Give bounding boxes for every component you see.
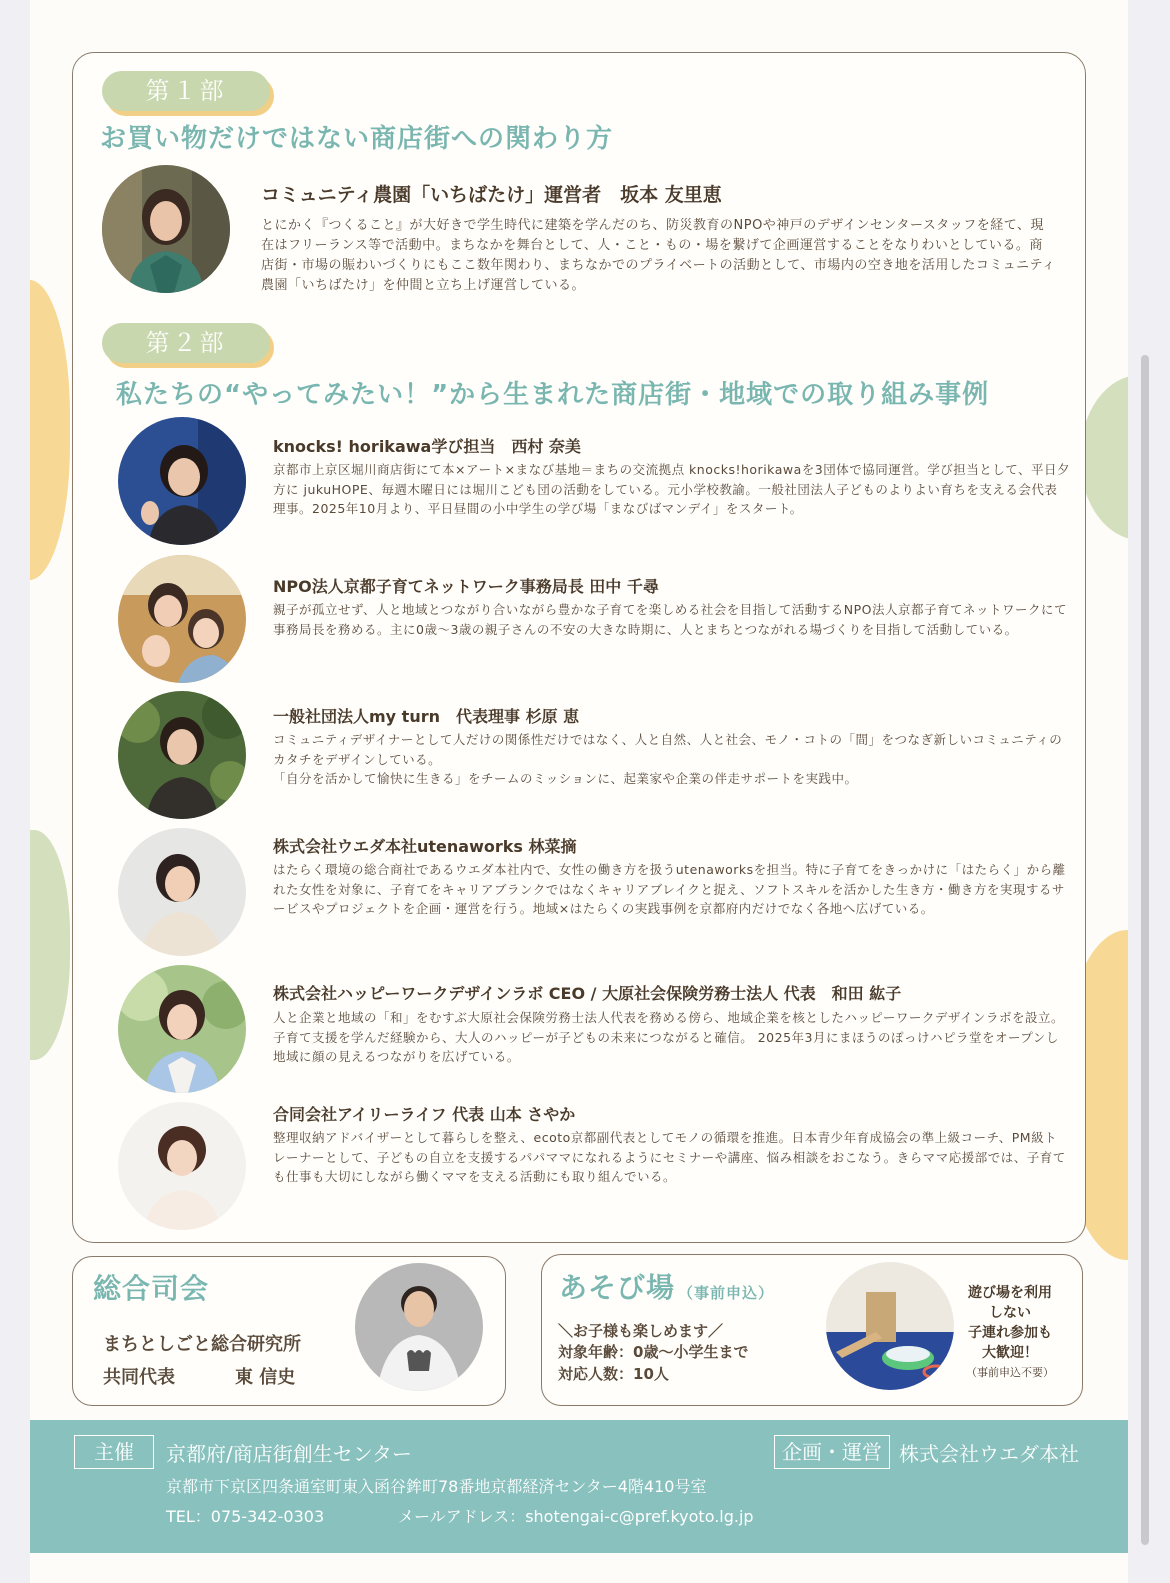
- plan-tag: 企画・運営: [774, 1435, 890, 1469]
- part2-badge: 第２部: [102, 323, 270, 363]
- speaker-name-hayashi: 株式会社ウエダ本社utenaworks 林菜摘: [273, 837, 577, 856]
- speaker-name-tanaka: NPO法人京都子育てネットワーク事務局長 田中 千尋: [273, 577, 659, 596]
- play-note: （事前申込）: [678, 1284, 775, 1302]
- host-tel: TEL：075-342-0303: [166, 1507, 325, 1526]
- mc-name: 東 信史: [235, 1367, 296, 1388]
- speaker-desc-sugihara: コミュニティデザイナーとして人だけの関係性だけではなく、人と自然、人と社会、モノ・コトの「間」をつなぎ新しいコミュニティのカタチをデザインしている。 「自分を活かして愉快に生きる」をチームのミッションに、起業家や企業の伴走サポートを実践中。: [273, 732, 1063, 786]
- play-side-line3: 子連れ参加も: [968, 1325, 1052, 1341]
- flyer-page: [30, 0, 1128, 1583]
- part1-title: お買い物だけではない商店街への関わり方: [100, 124, 614, 154]
- part2-title: 私たちの“やってみたい！”から生まれた商店街・地域での取り組み事例: [116, 380, 990, 410]
- decor-blob-left-yellow: [30, 280, 70, 580]
- plan-company: 株式会社ウエダ本社: [899, 1442, 1079, 1466]
- play-side-line4: 大歓迎！: [982, 1345, 1038, 1361]
- speaker-name-yamamoto: 合同会社アイリーライフ 代表 山本 さやか: [273, 1105, 576, 1124]
- speaker-desc-sakamoto: とにかく『つくること』が大好きで学生時代に建築を学んだのち、防災教育のNPOや神戸のデザインセンタースタッフを経て、現在はフリーランス等で活動中。まちなかを舞台として、人・こと・もの・場を繋げて企画運営することをなりわいとしている。商店街・市場の賑わいづくりにもここ数年関わり、まちなかでのプライベートの活動として、市場内の空き地を活用したコミュニティ農園「いちばたけ」を仲間と立ち上げ運営している。: [261, 218, 1056, 293]
- decor-blob-left-green: [30, 830, 70, 1060]
- play-capacity: 対応人数：10人: [558, 1365, 669, 1383]
- host-address: 京都市下京区四条通室町東入函谷鉾町78番地京都経済センター4階410号室: [166, 1477, 707, 1496]
- play-age: 対象年齢：0歳〜小学生まで: [558, 1343, 749, 1361]
- speaker-name-wada: 株式会社ハッピーワークデザインラボ CEO / 大原社会保険労務士法人 代表 和田 紘子: [273, 984, 902, 1003]
- mc-org: まちとしごと総合研究所: [103, 1334, 301, 1355]
- speaker-photo-sugihara: [118, 691, 246, 819]
- play-area-photo: [826, 1262, 954, 1390]
- mc-title: 総合司会: [93, 1272, 210, 1305]
- speaker-desc-wada: 人と企業と地域の「和」をむすぶ大原社会保険労務士法人代表を務める傍ら、地域企業を核としたハッピーワークデザインラボを設立。子育て支援を学んだ経験から、大人のハッピーが子どもの未来につながると確信。 2025年3月にまほうのぽっけハピラ堂をオープンし地域に顔の見えるつながりを広げている。: [273, 1010, 1065, 1064]
- speaker-photo-wada: [118, 965, 246, 1093]
- host-tag: 主催: [74, 1435, 154, 1469]
- part1-badge: 第１部: [102, 71, 270, 111]
- decor-blob-right-green: [1080, 375, 1128, 540]
- speaker-desc-yamamoto: 整理収納アドバイザーとして暮らしを整え、ecoto京都副代表としてモノの循環を推進。日本青少年育成協会の準上級コーチ、PM級トレーナーとして、子どもの自立を支援するパパママになれるようにセミナーや講座、悩み相談をおこなう。きらママ応援部では、子育ても仕事も大切にしながら働くママを支える活動にも取り組んでいる。: [273, 1130, 1066, 1184]
- play-side-line5: （事前申込不要）: [966, 1366, 1054, 1379]
- play-side-note: [960, 1283, 1060, 1383]
- mc-photo: [355, 1263, 483, 1391]
- play-side-line1: 遊び場を利用: [968, 1285, 1052, 1301]
- speaker-photo-yamamoto: [118, 1102, 246, 1230]
- host-email[interactable]: メールアドレス：shotengai-c@pref.kyoto.lg.jp: [398, 1507, 754, 1526]
- speaker-photo-sakamoto: [102, 165, 230, 293]
- speaker-name-sakamoto: コミュニティ農園「いちばたけ」運営者 坂本 友里恵: [261, 184, 722, 206]
- host-name: 京都府/商店街創生センター: [166, 1442, 412, 1466]
- mc-role: 共同代表: [103, 1367, 175, 1388]
- play-title: あそび場: [559, 1271, 676, 1304]
- speaker-desc-hayashi: はたらく環境の総合商社であるウエダ本社内で、女性の働き方を扱うutenaworksを担当。特に子育てをきっかけに「はたらく」から離れた女性を対象に、子育てをキャリアブランクではなくキャリアブレイクと捉え、ソフトスキルを活かした生き方・働き方を実現するサービスやプロジェクトを企画・運営を行う。地域×はたらくの実践事例を京都府内だけでなく各地へ広げている。: [273, 862, 1066, 916]
- speaker-photo-hayashi: [118, 828, 246, 956]
- speaker-desc-nishimura: 京都市上京区堀川商店街にて本×アート×まなび基地＝まちの交流拠点 knocks!horikawaを3団体で協同運営。学び担当として、平日夕方に jukuHOPE、毎週木曜日には堀川こども団の活動をしている。元小学校教諭。一般社団法人子どものよりよい育ちを支える会代表理事。2025年10月より、平日昼間の小中学生の学び場「まなびばマンデイ」をスタート。: [273, 462, 1070, 516]
- speaker-name-nishimura: knocks! horikawa学び担当 西村 奈美: [273, 437, 581, 456]
- footer: [30, 1420, 1128, 1553]
- speaker-name-sugihara: 一般社団法人my turn 代表理事 杉原 恵: [273, 707, 580, 726]
- scrollbar[interactable]: [1141, 355, 1149, 1545]
- play-side-line2: しない: [989, 1305, 1031, 1321]
- speaker-photo-nishimura: [118, 417, 246, 545]
- speaker-photo-tanaka: [118, 555, 246, 683]
- speaker-desc-tanaka: 親子が孤立せず、人と地域とつながり合いながら豊かな子育てを楽しめる社会を目指して活動するNPO法人京都子育てネットワークにて事務局長を務める。主に0歳〜3歳の親子さんの不安の大きな時期に、人とまちとつながれる場づくりを目指して活動している。: [273, 602, 1067, 637]
- play-line1: ＼お子様も楽しめます／: [558, 1322, 724, 1340]
